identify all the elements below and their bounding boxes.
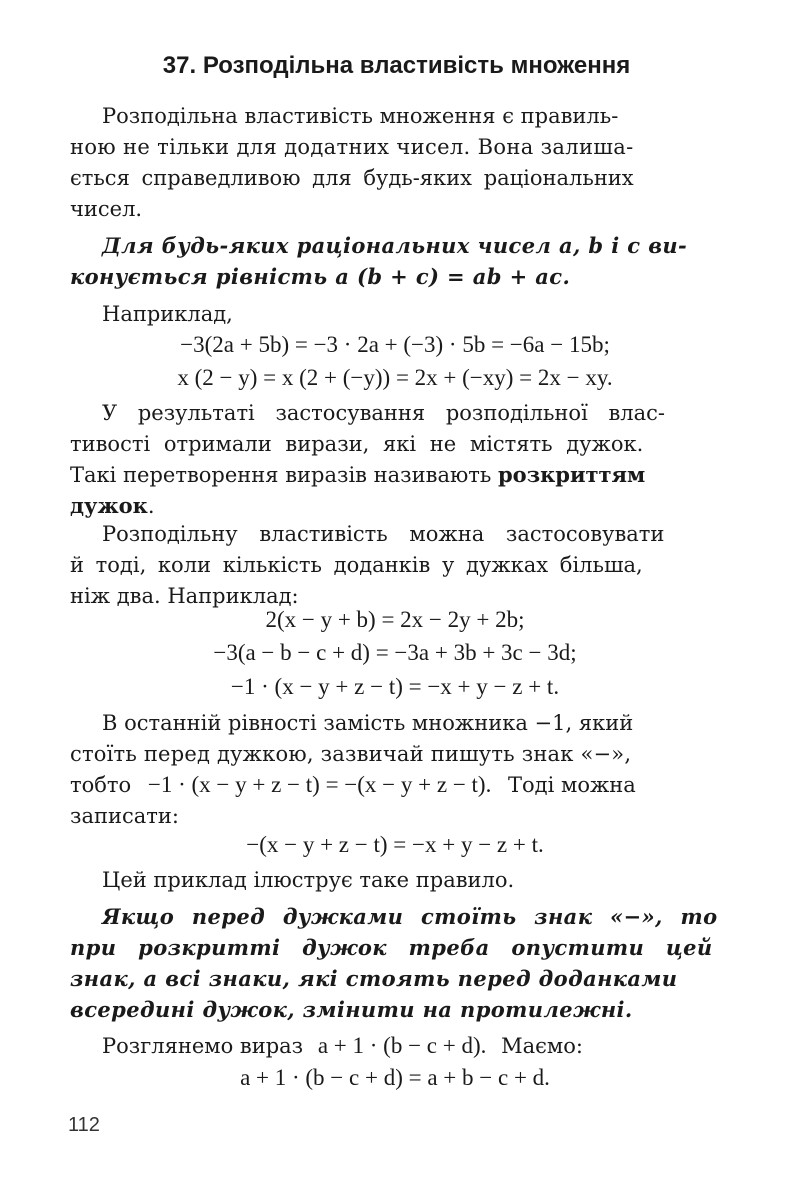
result-line-2: тивості отримали вирази, які не містять дужок. — [70, 432, 644, 456]
last-line-2: стоїть перед дужкою, зазвичай пишуть знак «−», — [70, 742, 632, 766]
rule-2-line-1: Якщо перед дужками стоїть знак «−», то — [102, 904, 718, 929]
term-bold-2: дужок — [70, 493, 148, 518]
rule-2-line-2: при розкритті дужок треба опустити цей — [70, 935, 713, 960]
result-line-1: У результаті застосування розподільної влас- — [102, 401, 665, 425]
multi-line-3: ніж два. Наприклад: — [70, 584, 299, 608]
section-title: 37. Розподільна властивість множення — [162, 52, 631, 79]
rule-2-line-3: знак, а всі знаки, які стоять перед доданками — [70, 966, 678, 991]
intro-line-4: чисел. — [70, 197, 143, 221]
consider-end: Маємо: — [501, 1034, 583, 1058]
equation-2: x (2 − y) = x (2 + (−y)) = 2x + (−xy) = 2x − xy. — [177, 365, 613, 390]
rule-1-line-1: Для будь-яких раціональних чисел a, b і c ви- — [102, 233, 688, 258]
consider-start: Розглянемо вираз — [102, 1034, 304, 1058]
intro-line-2: ною не тільки для додатних чисел. Вона залиша- — [70, 135, 634, 159]
result-line-4-end: . — [147, 494, 155, 518]
equation-7: a + 1 · (b − c + d) = a + b − c + d. — [240, 1065, 550, 1090]
intro-line-1: Розподільна властивість множення є правиль- — [102, 104, 619, 128]
consider-expression: a + 1 · (b − c + d). — [317, 1033, 487, 1058]
multi-line-1: Розподільну властивість можна застосовувати — [102, 522, 665, 546]
intro-line-3: ється справедливою для будь-яких раціональних — [70, 166, 634, 190]
multi-line-2: й тоді, коли кількість доданків у дужках більша, — [70, 553, 643, 577]
last-line-3-end: Тоді можна — [508, 773, 636, 797]
equation-1: −3(2a + 5b) = −3 · 2a + (−3) · 5b = −6a − 15b; — [180, 332, 610, 357]
equation-6: −(x − y + z − t) = −x + y − z + t. — [246, 832, 544, 857]
rule-2-line-4: всередині дужок, змінити на протилежні. — [70, 997, 633, 1022]
last-line-1: В останній рівності замість множника −1, який — [102, 711, 634, 735]
last-line-4: записати: — [70, 804, 179, 828]
result-line-3 — [70, 459, 720, 491]
consider-line — [102, 1030, 752, 1062]
term-bold: розкриттям — [498, 462, 646, 487]
illustrates-line: Цей приклад ілюструє таке правило. — [102, 868, 515, 892]
equation-5: −1 · (x − y + z − t) = −x + y − z + t. — [230, 674, 560, 699]
rule-1-line-2: конується рівність a (b + c) = ab + ac. — [70, 264, 571, 289]
last-line-3-start: тобто — [70, 773, 132, 797]
example-intro: Наприклад, — [102, 302, 233, 326]
equation-4: −3(a − b − c + d) = −3a + 3b + 3c − 3d; — [213, 640, 577, 665]
result-line-3-text: Такі перетворення виразів називають — [70, 463, 492, 487]
equation-3: 2(x − y + b) = 2x − 2y + 2b; — [265, 607, 525, 632]
inline-equation: −1 · (x − y + z − t) = −(x − y + z − t). — [147, 772, 492, 797]
last-line-3 — [70, 769, 720, 801]
page-number: 112 — [68, 1114, 100, 1136]
